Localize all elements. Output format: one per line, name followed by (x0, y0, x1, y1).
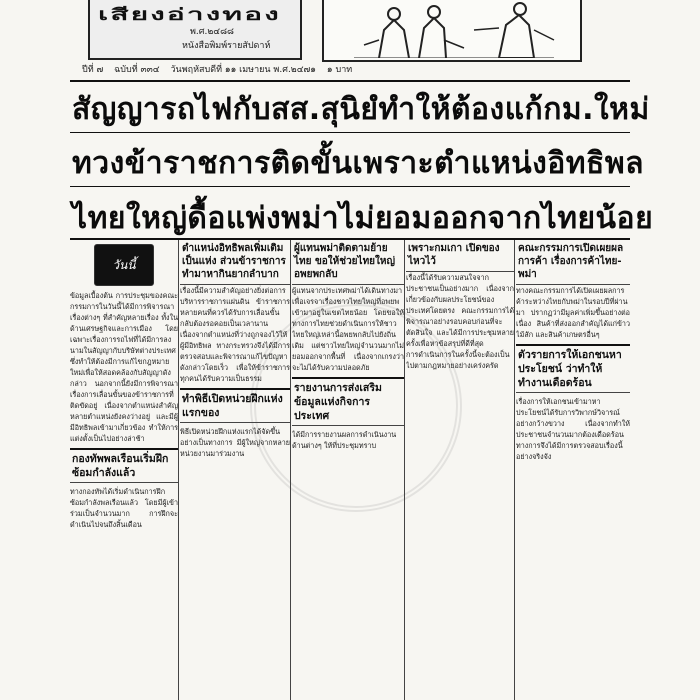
column-3-head: ผู้แทนพม่าติดตามย้ายไทย ขอให้ช่วยไทยใหญ่อพยพกลับ (292, 240, 404, 285)
column-4-body: เรื่องนี้ได้รับความสนใจจากประชาชนเป็นอย่างมาก เนื่องจากเกี่ยวข้องกับผลประโยชน์ของประเทศโดยตรง คณะกรรมการได้พิจารณาอย่างรอบคอบก่อนที่จะตัดสินใจ และได้มีการประชุมหลายครั้งเพื่อหาข้อสรุปที่ดีที่สุด (406, 273, 514, 348)
founding-year: พ.ศ.๒๔๘๘ (190, 27, 234, 37)
column-1 (70, 240, 179, 700)
today-logo: วันนี้ (94, 244, 154, 286)
newspaper-logo (88, 0, 302, 60)
issue-info (82, 62, 602, 78)
column-4-head: เพราะกมเกา เปิดของไหวไว้ (406, 240, 514, 272)
column-1-section-head: กองทัพพลเรือนเริ่มฝึกซ้อมกำลังแล้ว (70, 448, 178, 483)
issue-price: ๑ บาท (326, 65, 353, 75)
masthead-divider (70, 80, 630, 82)
newspaper-title: เสียงอ่างทอง (98, 5, 281, 25)
column-3-section-body: ได้มีการรายงานผลการดำเนินงานด้านต่างๆ ให้ที่ประชุมทราบ (292, 430, 397, 450)
column-1-section-body: ทางกองทัพได้เริ่มดำเนินการฝึกซ้อมกำลังพลเรือนแล้ว โดยมีผู้เข้าร่วมเป็นจำนวนมาก การฝึกจะดำเนินไปจนถึงสิ้นเดือน (70, 487, 178, 529)
article-columns (70, 240, 630, 700)
column-1-body: ข้อมูลเบื้องต้น การประชุมของคณะกรรมการในวันนี้ได้มีการพิจารณาเรื่องต่างๆ ที่สำคัญหลายเรื่อง ทั้งในด้านเศรษฐกิจและการเมือง โดยเฉพาะเรื่องการรถไฟที่ได้มีการลงนามในสัญญากับบริษัทต่างประเทศ ซึ่งทำให้ต้องมีการแก้ไขกฎหมายใหม่เพื่อให้สอดคล้องกับสัญญาดังกล่าว นอกจากนี้ยังมีการพิจารณาเรื่องการเลื่อนขั้นของข้าราชการที่ติดขัดอยู่ เนื่องจากตำแหน่งสำคัญหลายตำแหน่งยังคงว่างอยู่ และมีผู้มีอิทธิพลเข้ามาเกี่ยวข้อง ทำให้การแต่งตั้งเป็นไปอย่างล่าช้า (70, 291, 178, 443)
column-3 (292, 240, 405, 700)
column-4-section-body: การดำเนินการในครั้งนี้จะต้องเป็นไปตามกฎหมายอย่างเคร่งครัด (406, 350, 510, 370)
column-4 (406, 240, 515, 700)
column-5-section-body: เรื่องการให้เอกชนเข้ามาหาประโยชน์ได้รับการวิพากษ์วิจารณ์อย่างกว้างขวาง เนื่องจากทำให้ประชาชนจำนวนมากต้องเดือดร้อน ทางการจึงได้มีการตรวจสอบเรื่องนี้อย่างจริงจัง (516, 397, 630, 461)
newspaper-subtitle: หนังสือพิมพ์รายสัปดาห์ (182, 41, 271, 51)
column-5 (516, 240, 630, 700)
issue-date: วันพฤหัสบดีที่ ๑๑ เมษายน พ.ศ.๒๔๗๑ (170, 65, 317, 75)
column-2-section-head: ทำพิธีเปิดหน่วยฝึกแห่งแรกของ (180, 388, 290, 423)
headline-1: สัญญารถไฟกับสส.สุนิยํทำให้ต้องแก้กม.ใหม่ (72, 92, 650, 127)
column-3-section-head: รายงานการส่งเสริมข้อมูลแห่งกิจการประเทศ (292, 377, 404, 426)
headline-3: ไทยใหญ่ดื้อแพ่งพม่าไม่ยอมออกจากไทยน้อย (72, 201, 654, 236)
issue-year: ปีที่ ๗ (82, 65, 104, 75)
column-2 (180, 240, 291, 700)
headline-2: ทวงข้าราชการติดขั้นเพราะตำแหน่งอิทธิพล (72, 146, 645, 181)
headline-divider-2 (70, 186, 630, 187)
cartoon-figures-icon (324, 0, 580, 58)
column-2-head: ตำแหน่งอิทธิพลเพิ่มเติมเป็นแห่ง ส่วนข้าราชการทำมาหากินยากลำบาก (180, 240, 290, 285)
column-5-body: ทางคณะกรรมการได้เปิดเผยผลการค้าระหว่างไทยกับพม่าในรอบปีที่ผ่านมา ปรากฏว่ามีมูลค่าเพิ่มขึ้นอย่างต่อเนื่อง สินค้าที่ส่งออกสำคัญได้แก่ข้าว ไม้สัก และสินค้าเกษตรอื่นๆ (516, 286, 630, 339)
column-3-body: ผู้แทนจากประเทศพม่าได้เดินทางมาเพื่อเจรจาเรื่องชาวไทยใหญ่ที่อพยพเข้ามาอยู่ในเขตไทยน้อย โดยขอให้ทางการไทยช่วยดำเนินการให้ชาวไทยใหญ่เหล่านี้อพยพกลับไปยังถิ่นเดิม แต่ชาวไทยใหญ่จำนวนมากไม่ยอมออกจากพื้นที่ เนื่องจากเกรงว่าจะไม่ได้รับความปลอดภัย (292, 286, 404, 372)
cartoon-illustration (322, 0, 582, 62)
issue-volume: ฉบับที่ ๓๓๔ (114, 65, 160, 75)
column-5-head: คณะกรรมการเปิดเผยผลการค้า เรื่องการค้าไทย-พม่า (516, 240, 630, 285)
column-2-body: เรื่องนี้มีความสำคัญอย่างยิ่งต่อการบริหารราชการแผ่นดิน ข้าราชการหลายคนที่ควรได้รับการเลื่อนขั้นกลับต้องรอคอยเป็นเวลานาน เนื่องจากตำแหน่งที่ว่างถูกจองไว้ให้ผู้มีอิทธิพล ทางกระทรวงจึงได้มีการตรวจสอบและพิจารณาแก้ไขปัญหาดังกล่าวโดยเร็ว เพื่อให้ข้าราชการทุกคนได้รับความเป็นธรรม (180, 286, 290, 383)
headline-divider-1 (70, 132, 630, 133)
column-5-section-head: ตัวรายการให้เอกชนหาประโยชน์ ว่าทำให้ทำงานเดือดร้อน (516, 344, 630, 393)
column-2-section-body: พิธีเปิดหน่วยฝึกแห่งแรกได้จัดขึ้นอย่างเป็นทางการ มีผู้ใหญ่จากหลายหน่วยงานมาร่วมงาน (180, 427, 290, 458)
